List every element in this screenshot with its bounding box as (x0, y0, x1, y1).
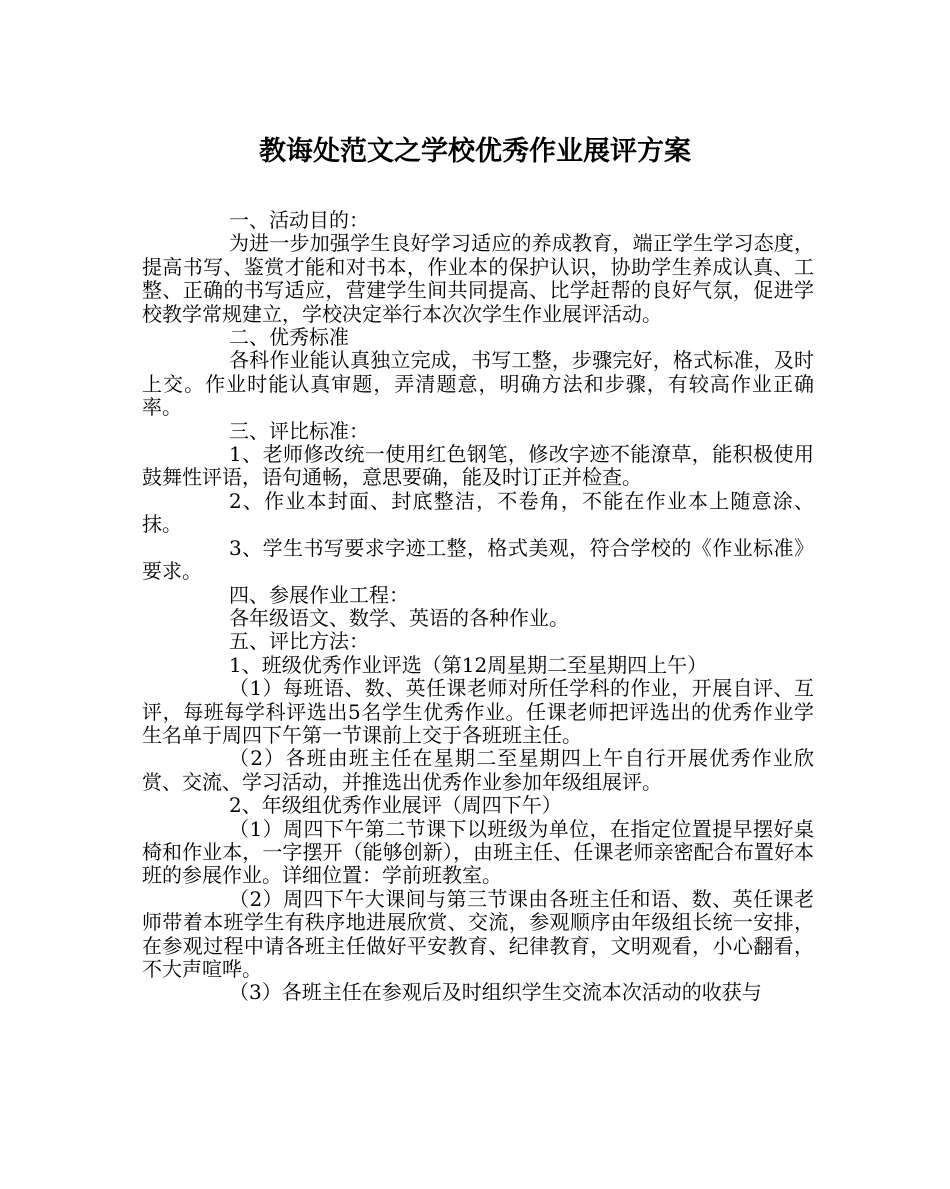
document-title: 教诲处范文之学校优秀作业展评方案 (259, 136, 691, 167)
heading-evaluation-method: 五、评比方法： (229, 629, 369, 654)
heading-excellence-standard: 二、优秀标准 (229, 325, 349, 350)
paragraph-class-selection-1: （1）每班语、数、英任课老师对所任学科的作业，开展自评、互评，每班每学科评选出5名学生优秀作业。任课老师把评选出的优秀作业学生名单于周四下午第一节课前上交于各班班主任。 (142, 676, 814, 747)
paragraph-grade-exhibition-3: （3）各班主任在参观后及时组织学生交流本次活动的收获与 (229, 980, 762, 1005)
paragraph-standard-3: 3、学生书写要求字迹工整，格式美观，符合学校的《作业标准》要求。 (142, 535, 814, 584)
paragraph-class-selection-2: （2）各班由班主任在星期二至星期四上午自行开展优秀作业欣赏、交流、学习活动，并推选出优秀作业参加年级组展评。 (142, 746, 814, 794)
paragraph-grade-exhibition-2: （2）周四下午大课间与第三节课由各班主任和语、数、英任课老师带着本班学生有秩序地进展欣赏、交流，参观顺序由年级组长统一安排，在参观过程中请各班主任做好平安教育、纪律教育，文明观看，小心翻看，不大声喧哗。 (142, 886, 814, 981)
document-body (142, 209, 814, 1005)
paragraph-class-selection: 1、班级优秀作业评选（第12周星期二至星期四上午） (229, 652, 708, 677)
paragraph-exhibition-items: 各年级语文、数学、英语的各种作业。 (229, 605, 569, 630)
paragraph-purpose: 为进一步加强学生良好学习适应的养成教育，端正学生学习态度，提高书写、鉴赏才能和对书本，作业本的保护认识，协助学生养成认真、工整、正确的书写适应，营建学生间共同提高、比学赶帮的良好气氛，促进学校教学常规建立，学校决定举行本次次学生作业展评活动。 (142, 231, 814, 326)
paragraph-standard-1: 1、老师修改统一使用红色钢笔，修改字迹不能潦草，能积极使用鼓舞性评语，语句通畅，意思要确，能及时订正并检查。 (142, 442, 814, 490)
paragraph-grade-exhibition-1: （1）周四下午第二节课下以班级为单位，在指定位置提早摆好桌椅和作业本，一字摆开（能够创新），由班主任、任课老师亲密配合布置好本班的参展作业。详细位置：学前班教室。 (142, 816, 814, 888)
paragraph-standard-2: 2、作业本封面、封底整洁，不卷角，不能在作业本上随意涂、抹。 (142, 488, 814, 537)
paragraph-excellence-standard: 各科作业能认真独立完成，书写工整，步骤完好，格式标准，及时上交。作业时能认真审题，弄清题意，明确方法和步骤，有较高作业正确率。 (142, 348, 814, 420)
paragraph-grade-exhibition: 2、年级组优秀作业展评（周四下午） (229, 793, 562, 818)
heading-evaluation-standard: 三、评比标准： (229, 418, 369, 443)
heading-exhibition-items: 四、参展作业工程： (229, 582, 409, 607)
heading-purpose: 一、活动目的： (229, 208, 369, 232)
